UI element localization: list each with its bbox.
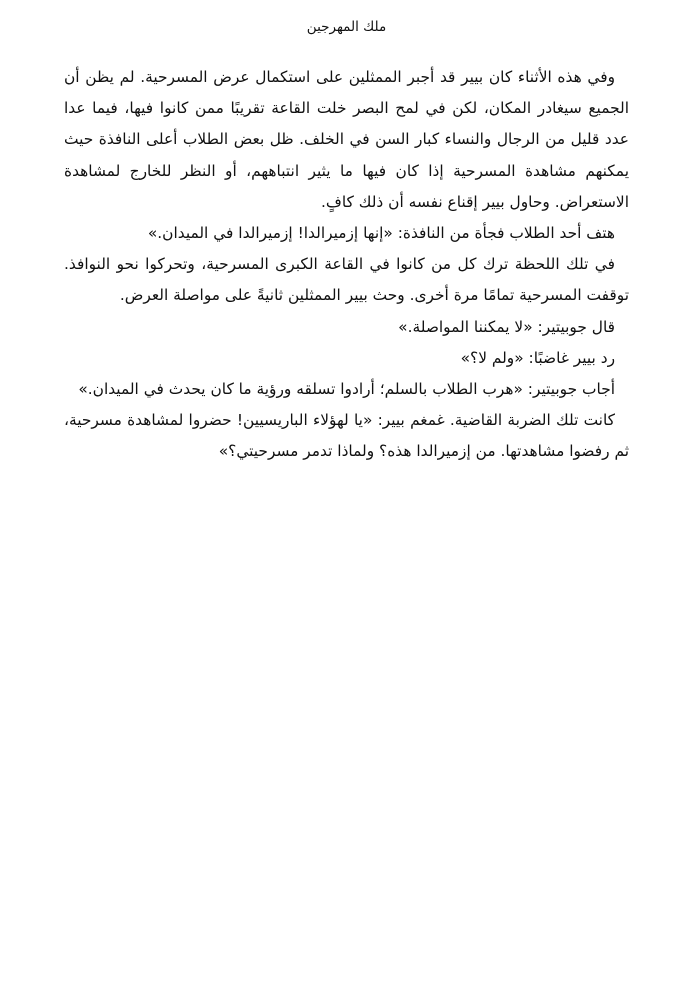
paragraph: هتف أحد الطلاب فجأة من النافذة: «إنها إزميرالدا! إزميرالدا في الميدان.» xyxy=(147,224,615,243)
page-empty-area xyxy=(64,540,629,960)
paragraph: رد بيير غاضبًا: «ولم لا؟» xyxy=(460,348,615,367)
paragraph: كانت تلك الضربة القاضية. غمغم بيير: «يا لهؤلاء الباريسيين! حضروا لمشاهدة مسرحية، ثم رفضوا مشاهدتها. من إزميرالدا هذه؟ ولماذا تدمر مسرحيتي؟» xyxy=(64,411,629,461)
paragraph: في تلك اللحظة ترك كل من كانوا في القاعة الكبرى المسرحية، وتحركوا نحو النوافذ. توقفت المسرحية تمامًا مرة أخرى. وحث بيير الممثلين ثانيةً على مواصلة العرض. xyxy=(64,255,629,305)
paragraph: قال جوبيتير: «لا يمكننا المواصلة.» xyxy=(398,317,615,336)
paragraph: أجاب جوبيتير: «هرب الطلاب بالسلم؛ أرادوا تسلقه ورؤية ما كان يحدث في الميدان.» xyxy=(78,380,615,399)
running-header: ملك المهرجين xyxy=(306,19,387,35)
paragraph: وفي هذه الأثناء كان بيير قد أجبر الممثلين على استكمال عرض المسرحية. لم يظن أن الجميع سيغادر المكان، لكن في لمح البصر خلت القاعة تقريبًا ممن كانوا فيها، فيما عدا عدد قليل من الرجال والنساء كبار السن في الخلف. ظل بعض الطلاب أعلى النافذة حيث يمكنهم مشاهدة المسرحية إذا كان فيها ما يثير انتباههم، أو النظر للخارج لمشاهدة الاستعراض. وحاول بيير إقناع نفسه أن ذلك كافٍ. xyxy=(64,68,629,211)
page-body xyxy=(64,62,629,468)
